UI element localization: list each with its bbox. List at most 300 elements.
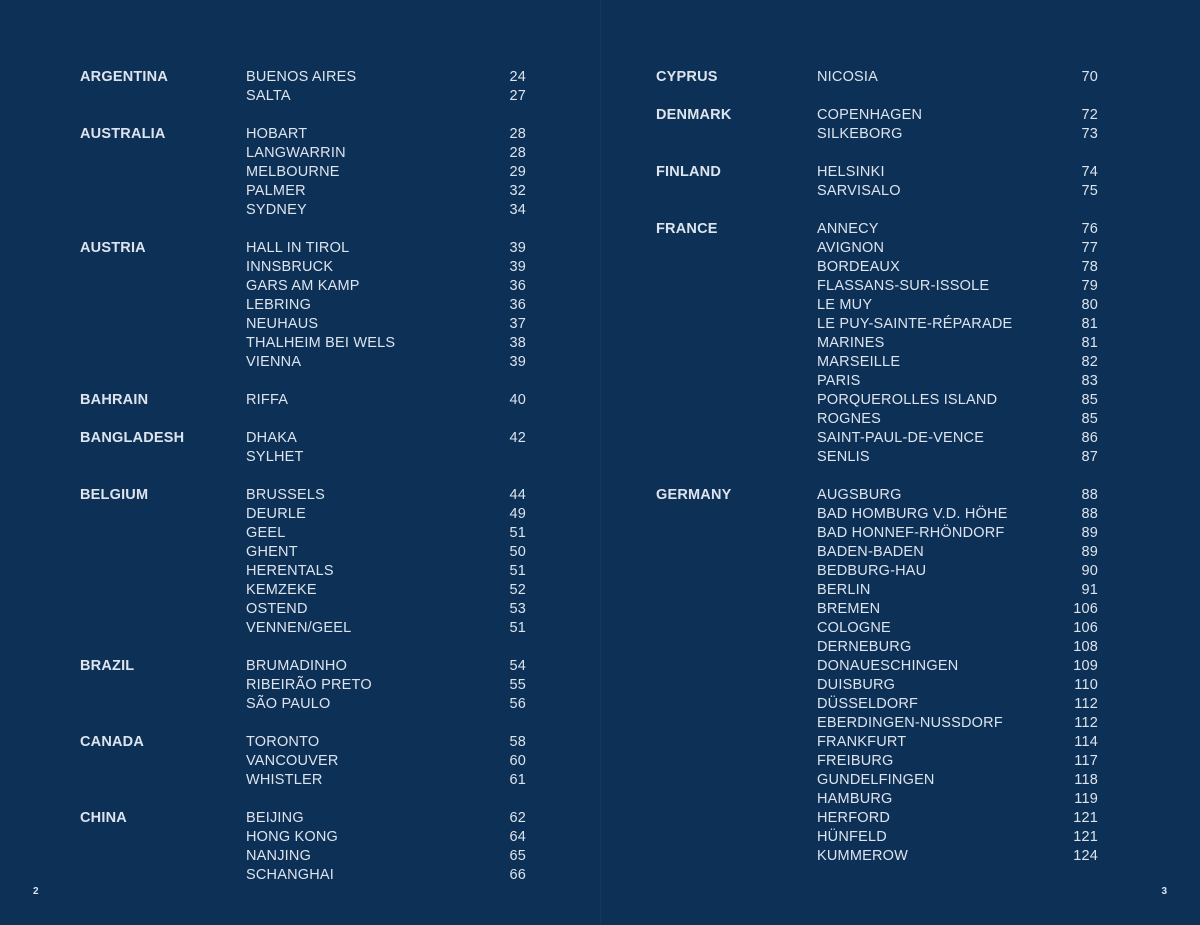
index-row xyxy=(656,676,1098,695)
country-spacer xyxy=(656,372,817,391)
country-spacer xyxy=(80,676,246,695)
city-name: DEURLE xyxy=(246,506,307,522)
page-reference: 51 xyxy=(509,525,526,541)
index-row xyxy=(80,505,526,524)
page-reference: 80 xyxy=(1081,297,1098,313)
country-spacer xyxy=(80,277,246,296)
country-name: FINLAND xyxy=(656,164,722,180)
country-spacer xyxy=(656,543,817,562)
city-name: BEIJING xyxy=(246,810,304,826)
page-reference: 89 xyxy=(1081,525,1098,541)
page-reference: 109 xyxy=(1073,658,1098,674)
index-row xyxy=(656,562,1098,581)
country-group xyxy=(80,125,526,220)
page-reference: 39 xyxy=(509,354,526,370)
country-name: CYPRUS xyxy=(656,69,718,85)
country-spacer xyxy=(656,296,817,315)
city-name: HALL IN TIROL xyxy=(246,240,350,256)
country-spacer xyxy=(80,353,246,372)
page-reference: 87 xyxy=(1081,449,1098,465)
index-row xyxy=(656,391,1098,410)
city-name: MARSEILLE xyxy=(817,354,901,370)
page-reference: 121 xyxy=(1073,810,1098,826)
country-spacer xyxy=(656,600,817,619)
page-reference: 121 xyxy=(1073,829,1098,845)
index-row xyxy=(80,68,526,87)
city-name: COPENHAGEN xyxy=(817,107,923,123)
page-reference: 85 xyxy=(1081,392,1098,408)
page-reference: 34 xyxy=(509,202,526,218)
index-row xyxy=(80,752,526,771)
city-name: TORONTO xyxy=(246,734,320,750)
country-spacer xyxy=(80,847,246,866)
page-reference: 85 xyxy=(1081,411,1098,427)
index-row xyxy=(80,676,526,695)
city-name: PORQUEROLLES ISLAND xyxy=(817,392,998,408)
page-reference: 81 xyxy=(1081,316,1098,332)
country-spacer xyxy=(656,828,817,847)
country-name: BRAZIL xyxy=(80,658,135,674)
country-group xyxy=(80,68,526,106)
city-name: SYLHET xyxy=(246,449,304,465)
city-name: ROGNES xyxy=(817,411,882,427)
index-row xyxy=(80,258,526,277)
country-spacer xyxy=(656,277,817,296)
city-name: KEMZEKE xyxy=(246,582,317,598)
right-index xyxy=(656,68,1098,885)
city-name: BREMEN xyxy=(817,601,881,617)
index-row xyxy=(656,277,1098,296)
index-row xyxy=(80,543,526,562)
page-reference: 61 xyxy=(509,772,526,788)
city-name: GHENT xyxy=(246,544,298,560)
index-row xyxy=(80,809,526,828)
country-name: CHINA xyxy=(80,810,127,826)
page-reference: 42 xyxy=(509,430,526,446)
country-spacer xyxy=(656,771,817,790)
city-name: SÃO PAULO xyxy=(246,696,331,712)
index-row xyxy=(80,125,526,144)
index-row xyxy=(80,619,526,638)
index-row xyxy=(80,524,526,543)
country-group xyxy=(80,733,526,790)
country-name: CANADA xyxy=(80,734,145,750)
page-reference: 73 xyxy=(1081,126,1098,142)
page-reference: 114 xyxy=(1074,734,1098,750)
country-spacer xyxy=(656,847,817,866)
country-group xyxy=(656,68,1098,87)
index-row xyxy=(80,448,526,467)
country-spacer xyxy=(656,714,817,733)
index-row xyxy=(80,600,526,619)
right-page xyxy=(601,0,1200,925)
city-name: SILKEBORG xyxy=(817,126,903,142)
city-name: DERNEBURG xyxy=(817,639,912,655)
page-reference: 53 xyxy=(509,601,526,617)
city-name: INNSBRUCK xyxy=(246,259,334,275)
page-reference: 56 xyxy=(509,696,526,712)
city-name: BADEN-BADEN xyxy=(817,544,924,560)
index-row xyxy=(656,505,1098,524)
country-spacer xyxy=(656,429,817,448)
page-reference: 58 xyxy=(509,734,526,750)
index-row xyxy=(80,391,526,410)
page-reference: 79 xyxy=(1081,278,1098,294)
page-reference: 36 xyxy=(509,278,526,294)
country-spacer xyxy=(80,695,246,714)
city-name: SENLIS xyxy=(817,449,870,465)
country-spacer xyxy=(656,524,817,543)
country-spacer xyxy=(80,448,246,467)
country-spacer xyxy=(80,619,246,638)
country-spacer xyxy=(656,505,817,524)
index-row xyxy=(80,277,526,296)
page-reference: 39 xyxy=(509,240,526,256)
page-reference: 110 xyxy=(1074,677,1098,693)
index-row xyxy=(656,106,1098,125)
page-reference: 90 xyxy=(1081,563,1098,579)
city-name: RIFFA xyxy=(246,392,289,408)
index-row xyxy=(656,657,1098,676)
index-row xyxy=(80,296,526,315)
country-spacer xyxy=(656,581,817,600)
city-name: BERLIN xyxy=(817,582,871,598)
city-name: AUGSBURG xyxy=(817,487,902,503)
index-row xyxy=(80,866,526,885)
country-name: BANGLADESH xyxy=(80,430,185,446)
country-spacer xyxy=(656,733,817,752)
index-row xyxy=(80,657,526,676)
page-reference: 49 xyxy=(509,506,526,522)
page-reference: 76 xyxy=(1081,221,1098,237)
index-row xyxy=(656,125,1098,144)
country-spacer xyxy=(80,543,246,562)
page-reference: 83 xyxy=(1081,373,1098,389)
index-row xyxy=(656,315,1098,334)
page-reference: 52 xyxy=(509,582,526,598)
country-group xyxy=(80,429,526,467)
country-group xyxy=(80,486,526,638)
index-row xyxy=(80,353,526,372)
country-spacer xyxy=(80,562,246,581)
left-index xyxy=(80,68,526,904)
index-row xyxy=(656,163,1098,182)
country-group xyxy=(656,220,1098,467)
city-name: VIENNA xyxy=(246,354,302,370)
page-reference: 78 xyxy=(1081,259,1098,275)
page-reference: 28 xyxy=(509,126,526,142)
country-spacer xyxy=(80,144,246,163)
country-group xyxy=(656,106,1098,144)
index-row xyxy=(656,847,1098,866)
city-name: HERENTALS xyxy=(246,563,334,579)
city-name: BRUSSELS xyxy=(246,487,325,503)
city-name: LE PUY-SAINTE-RÉPARADE xyxy=(817,316,1013,332)
country-spacer xyxy=(656,239,817,258)
city-name: HERFORD xyxy=(817,810,891,826)
index-row xyxy=(656,771,1098,790)
country-spacer xyxy=(656,353,817,372)
page-reference xyxy=(446,448,526,467)
city-name: SARVISALO xyxy=(817,183,901,199)
city-name: HÜNFELD xyxy=(817,829,887,845)
page-reference: 27 xyxy=(509,88,526,104)
city-name: SAINT-PAUL-DE-VENCE xyxy=(817,430,985,446)
page-reference: 124 xyxy=(1073,848,1098,864)
index-row xyxy=(656,524,1098,543)
city-name: LE MUY xyxy=(817,297,873,313)
city-name: HAMBURG xyxy=(817,791,893,807)
page-reference: 38 xyxy=(509,335,526,351)
index-row xyxy=(80,847,526,866)
page-reference: 106 xyxy=(1073,620,1098,636)
city-name: VENNEN/GEEL xyxy=(246,620,352,636)
page-reference: 119 xyxy=(1074,791,1098,807)
country-spacer xyxy=(656,334,817,353)
country-spacer xyxy=(80,258,246,277)
index-row xyxy=(656,429,1098,448)
city-name: LEBRING xyxy=(246,297,312,313)
page-reference: 88 xyxy=(1081,487,1098,503)
country-spacer xyxy=(656,448,817,467)
city-name: NICOSIA xyxy=(817,69,879,85)
page-reference: 117 xyxy=(1074,753,1098,769)
country-spacer xyxy=(80,334,246,353)
index-row xyxy=(656,296,1098,315)
index-row xyxy=(80,486,526,505)
index-row xyxy=(656,752,1098,771)
page-number-left: 2 xyxy=(33,886,39,897)
index-row xyxy=(80,144,526,163)
city-name: RIBEIRÃO PRETO xyxy=(246,677,372,693)
index-row xyxy=(80,315,526,334)
city-name: PARIS xyxy=(817,373,861,389)
page-reference: 75 xyxy=(1081,183,1098,199)
city-name: DÜSSELDORF xyxy=(817,696,919,712)
index-row xyxy=(80,163,526,182)
country-spacer xyxy=(656,638,817,657)
page-reference: 72 xyxy=(1081,107,1098,123)
city-name: BAD HOMBURG V.D. HÖHE xyxy=(817,506,1008,522)
page-reference: 55 xyxy=(509,677,526,693)
index-row xyxy=(80,182,526,201)
index-row xyxy=(656,486,1098,505)
country-spacer xyxy=(80,771,246,790)
index-row xyxy=(656,714,1098,733)
city-name: BUENOS AIRES xyxy=(246,69,357,85)
city-name: GARS AM KAMP xyxy=(246,278,360,294)
page-reference: 40 xyxy=(509,392,526,408)
city-name: ANNECY xyxy=(817,221,879,237)
country-name: FRANCE xyxy=(656,221,718,237)
page-reference: 81 xyxy=(1081,335,1098,351)
index-row xyxy=(80,695,526,714)
index-row xyxy=(656,68,1098,87)
index-row xyxy=(80,201,526,220)
index-row xyxy=(656,600,1098,619)
country-spacer xyxy=(656,410,817,429)
page-reference: 106 xyxy=(1073,601,1098,617)
country-group xyxy=(80,391,526,410)
country-spacer xyxy=(656,619,817,638)
index-row xyxy=(656,410,1098,429)
country-spacer xyxy=(80,201,246,220)
city-name: BRUMADINHO xyxy=(246,658,348,674)
page-reference: 118 xyxy=(1074,772,1098,788)
city-name: LANGWARRIN xyxy=(246,145,346,161)
city-name: HONG KONG xyxy=(246,829,339,845)
page-reference: 74 xyxy=(1081,164,1098,180)
index-row xyxy=(80,239,526,258)
country-spacer xyxy=(80,600,246,619)
city-name: COLOGNE xyxy=(817,620,891,636)
page-reference: 91 xyxy=(1081,582,1098,598)
page-reference: 44 xyxy=(509,487,526,503)
city-name: GEEL xyxy=(246,525,286,541)
index-row xyxy=(656,638,1098,657)
country-spacer xyxy=(80,866,246,885)
city-name: SCHANGHAI xyxy=(246,867,335,883)
page-reference: 66 xyxy=(509,867,526,883)
country-spacer xyxy=(656,809,817,828)
page-reference: 77 xyxy=(1081,240,1098,256)
page-reference: 37 xyxy=(509,316,526,332)
index-row xyxy=(80,581,526,600)
page-reference: 54 xyxy=(509,658,526,674)
index-row xyxy=(656,448,1098,467)
city-name: FREIBURG xyxy=(817,753,894,769)
city-name: GUNDELFINGEN xyxy=(817,772,935,788)
page-reference: 51 xyxy=(509,620,526,636)
index-row xyxy=(656,334,1098,353)
country-name: GERMANY xyxy=(656,487,732,503)
index-row xyxy=(656,372,1098,391)
page-reference: 70 xyxy=(1081,69,1098,85)
country-spacer xyxy=(80,182,246,201)
index-row xyxy=(656,543,1098,562)
page-reference: 88 xyxy=(1081,506,1098,522)
city-name: MARINES xyxy=(817,335,885,351)
city-name: FRANKFURT xyxy=(817,734,907,750)
index-row xyxy=(656,220,1098,239)
index-row xyxy=(80,828,526,847)
city-name: NANJING xyxy=(246,848,312,864)
page-reference: 62 xyxy=(509,810,526,826)
city-name: EBERDINGEN-NUSSDORF xyxy=(817,715,1003,731)
page-reference: 86 xyxy=(1081,430,1098,446)
index-row xyxy=(656,733,1098,752)
country-spacer xyxy=(80,163,246,182)
page-reference: 60 xyxy=(509,753,526,769)
country-spacer xyxy=(656,657,817,676)
country-spacer xyxy=(656,676,817,695)
country-name: ARGENTINA xyxy=(80,69,168,85)
index-row xyxy=(80,334,526,353)
city-name: SYDNEY xyxy=(246,202,307,218)
country-name: AUSTRIA xyxy=(80,240,146,256)
page-reference: 64 xyxy=(509,829,526,845)
index-row xyxy=(80,562,526,581)
city-name: THALHEIM BEI WELS xyxy=(246,335,396,351)
index-row xyxy=(80,87,526,106)
country-spacer xyxy=(656,125,817,144)
page-reference: 50 xyxy=(509,544,526,560)
city-name: NEUHAUS xyxy=(246,316,319,332)
page-reference: 112 xyxy=(1074,696,1098,712)
country-spacer xyxy=(80,828,246,847)
page-reference: 32 xyxy=(509,183,526,199)
page-reference: 82 xyxy=(1081,354,1098,370)
city-name: KUMMEROW xyxy=(817,848,909,864)
page-reference: 65 xyxy=(509,848,526,864)
country-spacer xyxy=(656,695,817,714)
country-group xyxy=(80,657,526,714)
city-name: MELBOURNE xyxy=(246,164,340,180)
city-name: HELSINKI xyxy=(817,164,885,180)
index-row xyxy=(656,239,1098,258)
city-name: SALTA xyxy=(246,88,291,104)
page-reference: 29 xyxy=(509,164,526,180)
page-reference: 89 xyxy=(1081,544,1098,560)
city-name: HOBART xyxy=(246,126,308,142)
city-name: BORDEAUX xyxy=(817,259,900,275)
index-row xyxy=(656,809,1098,828)
country-spacer xyxy=(80,296,246,315)
country-name: AUSTRALIA xyxy=(80,126,166,142)
index-row xyxy=(656,353,1098,372)
index-row xyxy=(656,258,1098,277)
page-reference: 112 xyxy=(1074,715,1098,731)
index-row xyxy=(656,695,1098,714)
city-name: DUISBURG xyxy=(817,677,896,693)
city-name: WHISTLER xyxy=(246,772,323,788)
country-spacer xyxy=(80,87,246,106)
country-spacer xyxy=(656,752,817,771)
country-spacer xyxy=(80,752,246,771)
country-spacer xyxy=(80,505,246,524)
page-reference: 108 xyxy=(1073,639,1098,655)
country-spacer xyxy=(656,790,817,809)
index-row xyxy=(656,182,1098,201)
page-reference: 36 xyxy=(509,297,526,313)
country-spacer xyxy=(656,258,817,277)
index-row xyxy=(80,771,526,790)
page-reference: 28 xyxy=(509,145,526,161)
country-spacer xyxy=(656,391,817,410)
country-spacer xyxy=(656,182,817,201)
country-spacer xyxy=(656,315,817,334)
country-spacer xyxy=(80,581,246,600)
city-name: FLASSANS-SUR-ISSOLE xyxy=(817,278,990,294)
index-row xyxy=(80,733,526,752)
country-group xyxy=(80,239,526,372)
index-row xyxy=(656,790,1098,809)
city-name: VANCOUVER xyxy=(246,753,339,769)
page-reference: 24 xyxy=(509,69,526,85)
index-row xyxy=(656,619,1098,638)
country-name: BAHRAIN xyxy=(80,392,149,408)
index-row xyxy=(80,429,526,448)
country-name: BELGIUM xyxy=(80,487,149,503)
country-group xyxy=(80,809,526,885)
country-group xyxy=(656,163,1098,201)
country-spacer xyxy=(80,315,246,334)
country-name: DENMARK xyxy=(656,107,732,123)
city-name: AVIGNON xyxy=(817,240,885,256)
city-name: DHAKA xyxy=(246,430,297,446)
index-row xyxy=(656,828,1098,847)
page-reference: 39 xyxy=(509,259,526,275)
